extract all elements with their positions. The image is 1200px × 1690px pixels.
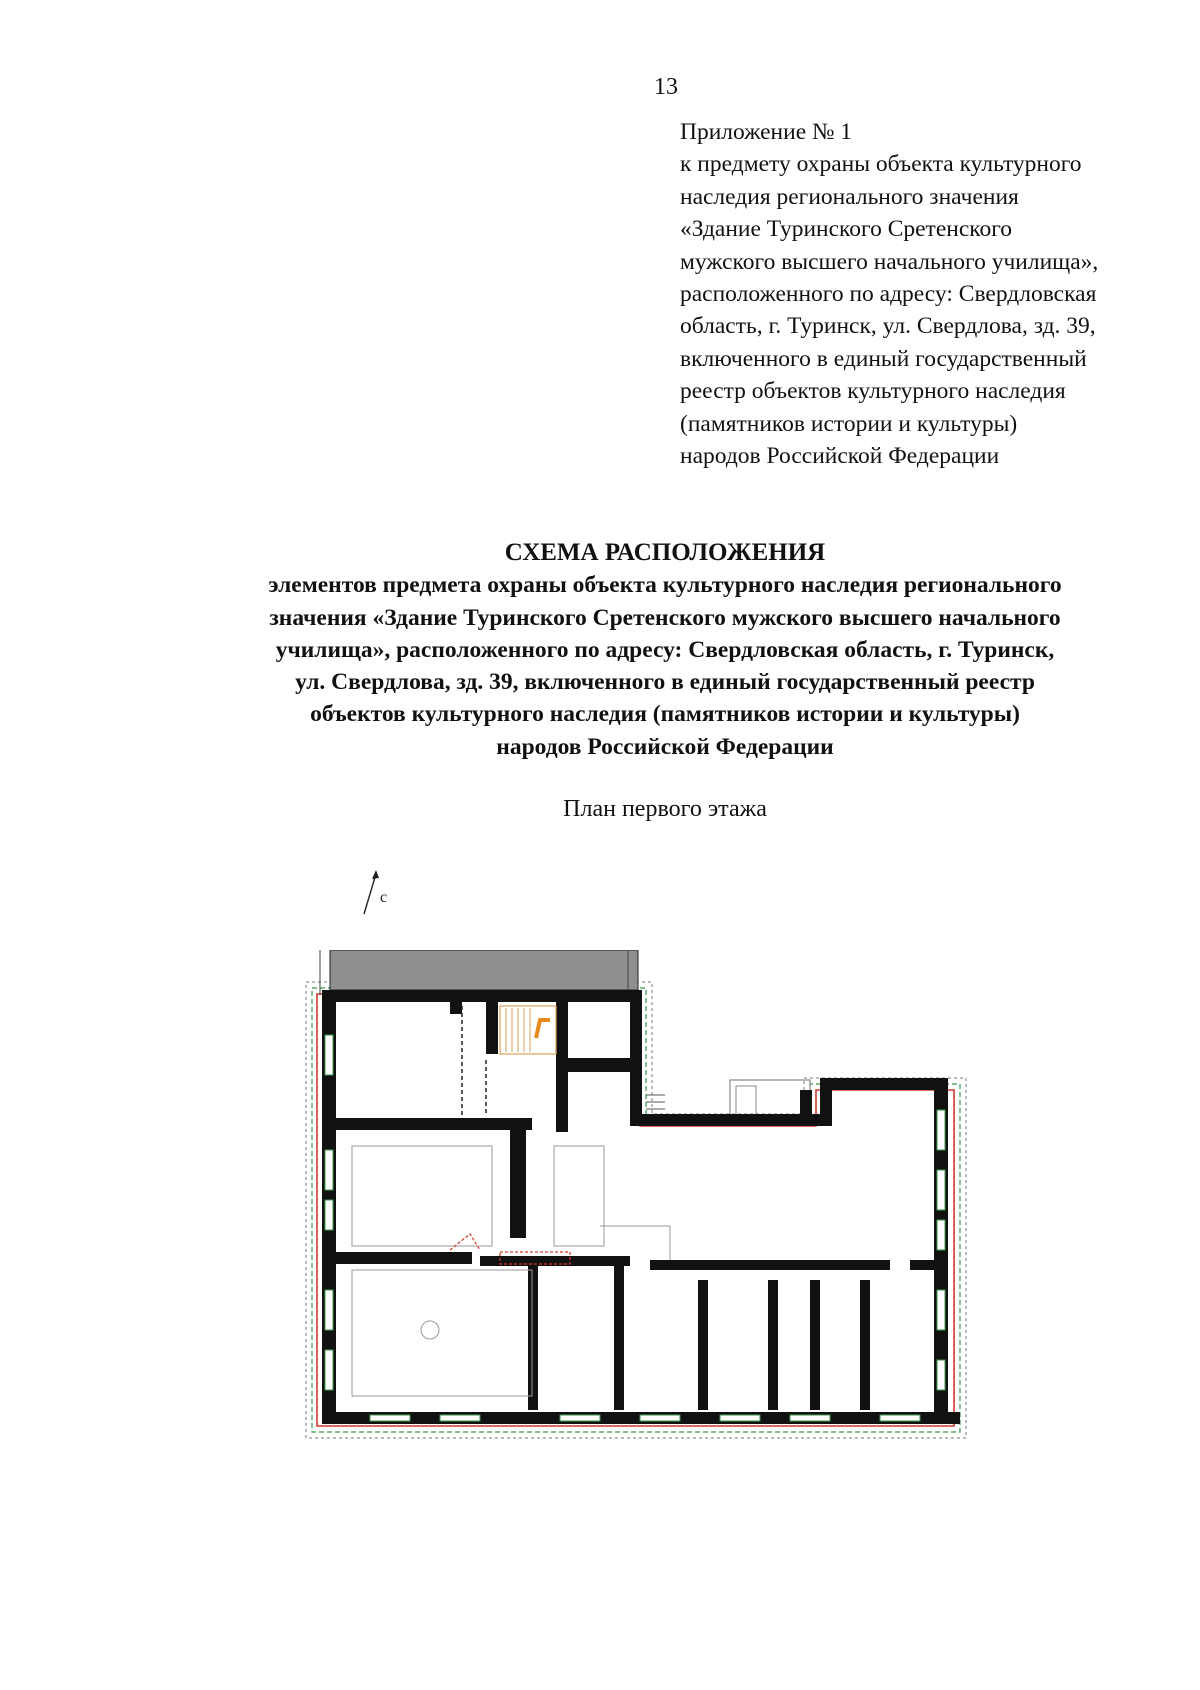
appendix-line: реестр объектов культурного наследия xyxy=(680,378,1066,405)
north-arrow-icon xyxy=(360,868,400,918)
appendix-note xyxy=(680,116,1180,472)
porch xyxy=(330,950,638,990)
appendix-line: Приложение № 1 xyxy=(680,119,853,145)
appendix-line: (памятников истории и культуры) xyxy=(680,410,1018,437)
appendix-line: «Здание Туринского Сретенского xyxy=(680,216,1013,243)
title-line: объектов культурного наследия (памятников истории и культуры) xyxy=(310,701,1020,728)
walls xyxy=(322,990,960,1424)
appendix-line: область, г. Туринск, ул. Свердлова, зд. 39, xyxy=(680,313,1096,340)
appendix-line: расположенного по адресу: Свердловская xyxy=(680,281,1097,308)
title-line: ул. Свердлова, зд. 39, включенного в единый государственный реестр xyxy=(295,669,1035,696)
title-line: училища», расположенного по адресу: Свердловская область, г. Туринск, xyxy=(275,636,1055,663)
title-line: значения «Здание Туринского Сретенского мужского высшего начального xyxy=(269,604,1061,631)
appendix-line: наследия регионального значения xyxy=(680,183,1019,210)
page-number: 13 xyxy=(654,74,678,100)
title-main: СХЕМА РАСПОЛОЖЕНИЯ xyxy=(504,539,826,566)
appendix-line: мужского высшего начального училища», xyxy=(680,248,1099,275)
document-title xyxy=(0,537,1200,763)
appendix-line: народов Российской Федерации xyxy=(680,443,1000,470)
plan-title: План первого этажа xyxy=(563,796,767,822)
floor-plan xyxy=(300,950,1040,1510)
partitions xyxy=(462,1006,486,1116)
north-label: с xyxy=(380,889,388,906)
appendix-line: к предмету охраны объекта культурного xyxy=(680,151,1082,178)
title-line: элементов предмета охраны объекта культурного наследия регионального xyxy=(268,572,1062,599)
appendix-line: включенного в единый государственный xyxy=(680,345,1087,372)
staircase xyxy=(500,1006,556,1054)
title-line: народов Российской Федерации xyxy=(496,733,834,760)
